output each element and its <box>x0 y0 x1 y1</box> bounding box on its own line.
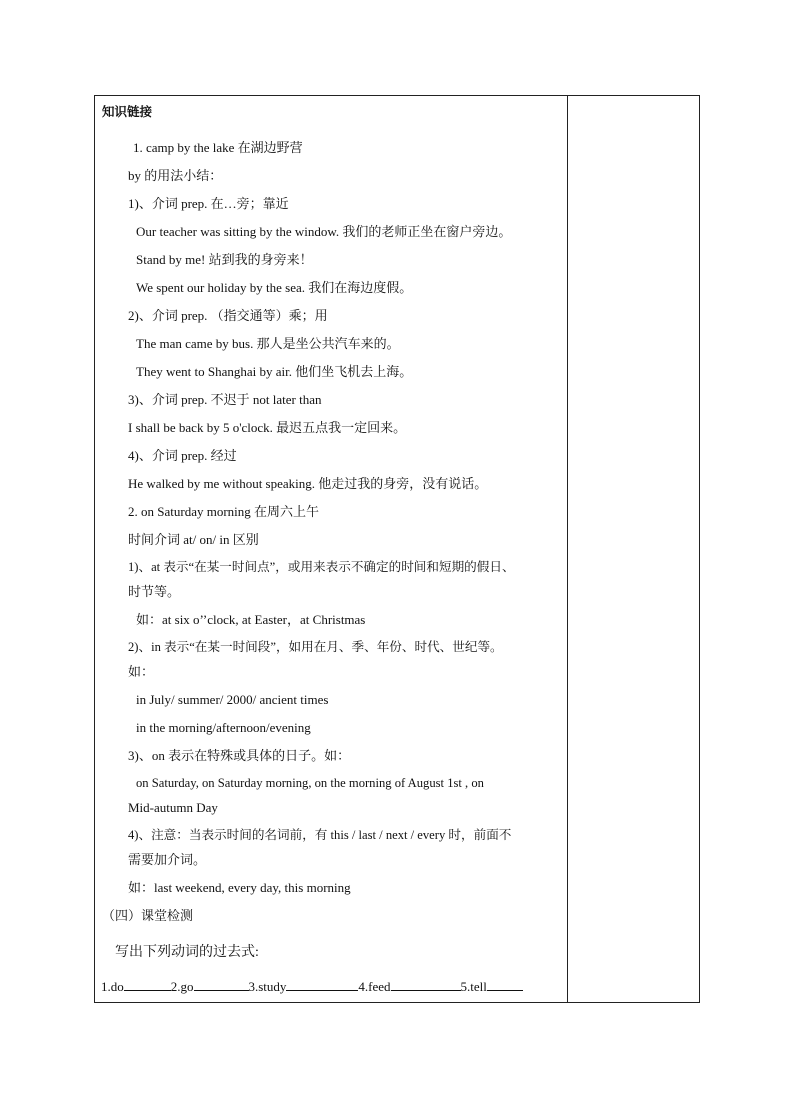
text-line: 4)、注意：当表示时间的名词前，有 this / last / next / every 时，前面不 <box>128 828 512 842</box>
text-line: I shall be back by 5 o'clock. 最迟五点我一定回来。 <box>128 420 407 435</box>
exercise-heading: （四）课堂检测 <box>102 908 194 923</box>
text-line: 4)、介词 prep. 经过 <box>128 448 237 463</box>
text-line: in July/ summer/ 2000/ ancient times <box>136 692 329 707</box>
exercise-item: 2.go <box>170 979 194 994</box>
answer-blank[interactable] <box>487 978 523 991</box>
text-line: on Saturday, on Saturday morning, on the morning of August 1st , on <box>136 776 484 790</box>
answer-blank[interactable] <box>286 978 358 991</box>
text-line: 1)、at 表示“在某一时间点”，或用来表示不确定的时间和短期的假日、 <box>128 560 515 574</box>
exercise-instruction: 写出下列动词的过去式: <box>115 945 259 960</box>
text-line: They went to Shanghai by air. 他们坐飞机去上海。 <box>136 364 413 379</box>
section-title: 知识链接 <box>102 104 153 119</box>
exercise-item: 5.tell <box>460 979 487 994</box>
content-cell <box>95 96 567 1002</box>
text-line: 2. on Saturday morning 在周六上午 <box>128 504 320 519</box>
text-line: The man came by bus. 那人是坐公共汽车来的。 <box>136 336 400 351</box>
notes-cell <box>568 96 699 1002</box>
exercise-row <box>101 978 523 994</box>
exercise-item: 4.feed <box>358 979 391 994</box>
text-line: 如： <box>128 664 155 679</box>
text-line: 1. camp by the lake 在湖边野营 <box>133 140 303 155</box>
exercise-item: 1.do <box>101 979 124 994</box>
text-line: We spent our holiday by the sea. 我们在海边度假。 <box>136 280 413 295</box>
text-line: 时节等。 <box>128 584 181 599</box>
text-line: 1)、介词 prep. 在…旁；靠近 <box>128 196 289 211</box>
answer-blank[interactable] <box>391 978 461 991</box>
text-line: 如：at six o’’clock, at Easter，at Christmas <box>136 612 366 627</box>
text-line: 时间介词 at/ on/ in 区别 <box>128 532 259 547</box>
text-line: 2)、介词 prep. （指交通等）乘；用 <box>128 308 328 323</box>
text-line: 3)、介词 prep. 不迟于 not later than <box>128 392 322 407</box>
text-line: 3)、on 表示在特殊或具体的日子。如： <box>128 748 351 763</box>
text-line: Mid-autumn Day <box>128 800 218 815</box>
text-line: He walked by me without speaking. 他走过我的身旁，没有说话。 <box>128 476 488 491</box>
text-line: Stand by me! 站到我的身旁来！ <box>136 252 313 267</box>
text-line: 需要加介词。 <box>128 852 207 867</box>
text-line: 如：last weekend, every day, this morning <box>128 880 351 895</box>
exercise-item: 3.study <box>248 979 287 994</box>
text-line: by 的用法小结： <box>128 168 223 183</box>
answer-blank[interactable] <box>194 978 249 991</box>
text-line: 2)、in 表示“在某一时间段”，如用在月、季、年份、时代、世纪等。 <box>128 640 503 654</box>
text-line: in the morning/afternoon/evening <box>136 720 311 735</box>
lesson-table <box>94 95 700 1003</box>
answer-blank[interactable] <box>124 978 171 991</box>
text-line: Our teacher was sitting by the window. 我们的老师正坐在窗户旁边。 <box>136 224 512 239</box>
